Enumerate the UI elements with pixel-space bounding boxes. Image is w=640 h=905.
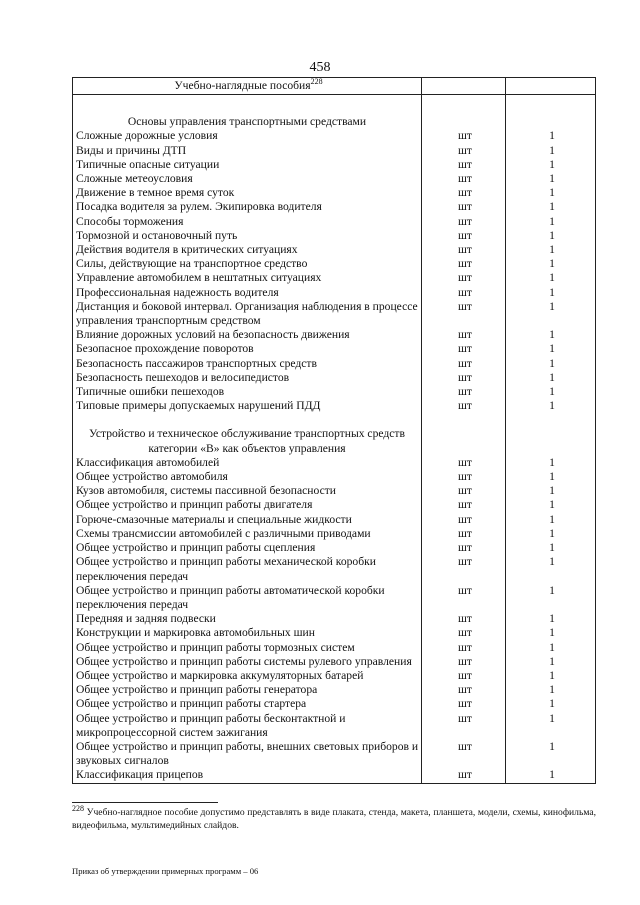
header-title: Учебно-наглядные пособия	[174, 79, 311, 92]
item-unit: шт	[422, 683, 506, 697]
table-row	[73, 158, 596, 172]
section-heading-row	[73, 413, 596, 455]
item-unit: шт	[422, 144, 506, 158]
item-qty: 1	[506, 371, 596, 385]
item-unit: шт	[422, 456, 506, 470]
item-name: Общее устройство и принцип работы тормозных систем	[73, 641, 422, 655]
section-title: Основы управления транспортными средствами	[73, 95, 422, 130]
item-qty: 1	[506, 683, 596, 697]
item-name: Общее устройство и принцип работы системы рулевого управления	[73, 655, 422, 669]
item-unit: шт	[422, 612, 506, 626]
item-name: Общее устройство и принцип работы автоматической коробки переключения передач	[73, 584, 422, 612]
item-name: Движение в темное время суток	[73, 186, 422, 200]
table-row	[73, 484, 596, 498]
item-name: Общее устройство и принцип работы генератора	[73, 683, 422, 697]
item-name: Силы, действующие на транспортное средство	[73, 257, 422, 271]
item-name: Передняя и задняя подвески	[73, 612, 422, 626]
item-unit: шт	[422, 527, 506, 541]
table-row	[73, 229, 596, 243]
item-unit: шт	[422, 200, 506, 214]
item-name: Общее устройство автомобиля	[73, 470, 422, 484]
table-row	[73, 612, 596, 626]
footnote-text: Учебно-наглядное пособие допустимо представлять в виде плаката, стенда, макета, планшета, модели, схемы, кинофильма, видеофильма, мультимедийных слайдов.	[72, 807, 596, 831]
item-qty: 1	[506, 626, 596, 640]
item-qty: 1	[506, 158, 596, 172]
footnote-number: 228	[72, 803, 84, 813]
item-qty: 1	[506, 271, 596, 285]
item-qty: 1	[506, 243, 596, 257]
item-unit: шт	[422, 215, 506, 229]
item-qty: 1	[506, 541, 596, 555]
item-qty: 1	[506, 129, 596, 143]
item-unit: шт	[422, 328, 506, 342]
item-qty: 1	[506, 697, 596, 711]
item-qty: 1	[506, 768, 596, 783]
item-name: Общее устройство и принцип работы механической коробки переключения передач	[73, 555, 422, 583]
equipment-table	[72, 77, 596, 784]
item-unit: шт	[422, 342, 506, 356]
item-qty: 1	[506, 669, 596, 683]
item-name: Управление автомобилем в нештатных ситуациях	[73, 271, 422, 285]
item-unit: шт	[422, 271, 506, 285]
item-name: Конструкции и маркировка автомобильных шин	[73, 626, 422, 640]
item-name: Общее устройство и принцип работы сцепления	[73, 541, 422, 555]
table-row	[73, 669, 596, 683]
table-row	[73, 626, 596, 640]
item-qty: 1	[506, 328, 596, 342]
page-number: 458	[309, 60, 331, 75]
item-qty: 1	[506, 712, 596, 740]
table-row	[73, 456, 596, 470]
item-qty: 1	[506, 286, 596, 300]
item-unit: шт	[422, 513, 506, 527]
item-unit: шт	[422, 385, 506, 399]
table-row	[73, 655, 596, 669]
item-name: Сложные метеоусловия	[73, 172, 422, 186]
footnote	[72, 803, 596, 832]
table-row	[73, 641, 596, 655]
table-row	[73, 371, 596, 385]
item-name: Влияние дорожных условий на безопасность движения	[73, 328, 422, 342]
table-row	[73, 215, 596, 229]
item-unit: шт	[422, 555, 506, 583]
section-unit-cell	[422, 95, 506, 130]
item-qty: 1	[506, 186, 596, 200]
table-row	[73, 768, 596, 783]
table-row	[73, 697, 596, 711]
item-unit: шт	[422, 655, 506, 669]
item-name: Посадка водителя за рулем. Экипировка водителя	[73, 200, 422, 214]
item-qty: 1	[506, 470, 596, 484]
item-unit: шт	[422, 129, 506, 143]
table-row	[73, 740, 596, 768]
item-unit: шт	[422, 470, 506, 484]
table-row	[73, 271, 596, 285]
section-heading-row	[73, 95, 596, 130]
item-unit: шт	[422, 399, 506, 413]
item-qty: 1	[506, 484, 596, 498]
table-row	[73, 541, 596, 555]
item-name: Профессиональная надежность водителя	[73, 286, 422, 300]
item-name: Общее устройство и маркировка аккумуляторных батарей	[73, 669, 422, 683]
item-name: Схемы трансмиссии автомобилей с различными приводами	[73, 527, 422, 541]
item-name: Тормозной и остановочный путь	[73, 229, 422, 243]
item-name: Горюче-смазочные материалы и специальные жидкости	[73, 513, 422, 527]
item-qty: 1	[506, 498, 596, 512]
footnote-ref: 228	[310, 77, 323, 87]
table-row	[73, 385, 596, 399]
table-row	[73, 584, 596, 612]
table-row	[73, 257, 596, 271]
item-qty: 1	[506, 655, 596, 669]
item-unit: шт	[422, 186, 506, 200]
item-name: Общее устройство и принцип работы двигателя	[73, 498, 422, 512]
table-header-row	[73, 78, 596, 95]
item-unit: шт	[422, 257, 506, 271]
table-row	[73, 513, 596, 527]
footnote-divider	[72, 802, 218, 803]
item-name: Классификация автомобилей	[73, 456, 422, 470]
item-qty: 1	[506, 555, 596, 583]
item-unit: шт	[422, 172, 506, 186]
item-qty: 1	[506, 385, 596, 399]
item-name: Сложные дорожные условия	[73, 129, 422, 143]
table-row	[73, 328, 596, 342]
item-unit: шт	[422, 243, 506, 257]
item-unit: шт	[422, 641, 506, 655]
item-unit: шт	[422, 541, 506, 555]
item-name: Общее устройство и принцип работы бесконтактной и микропроцессорной систем зажигания	[73, 712, 422, 740]
table-header-title	[73, 78, 422, 95]
item-name: Способы торможения	[73, 215, 422, 229]
section-unit-cell	[422, 413, 506, 455]
table-header-qty	[506, 78, 596, 95]
item-qty: 1	[506, 513, 596, 527]
item-qty: 1	[506, 641, 596, 655]
item-name: Кузов автомобиля, системы пассивной безопасности	[73, 484, 422, 498]
item-name: Типичные опасные ситуации	[73, 158, 422, 172]
table-row	[73, 172, 596, 186]
table-row	[73, 683, 596, 697]
item-unit: шт	[422, 498, 506, 512]
item-unit: шт	[422, 697, 506, 711]
item-unit: шт	[422, 712, 506, 740]
table-row	[73, 300, 596, 328]
section-qty-cell	[506, 95, 596, 130]
section-qty-cell	[506, 413, 596, 455]
item-qty: 1	[506, 584, 596, 612]
item-qty: 1	[506, 200, 596, 214]
item-unit: шт	[422, 300, 506, 328]
table-row	[73, 470, 596, 484]
item-qty: 1	[506, 740, 596, 768]
table-row	[73, 555, 596, 583]
table-row	[73, 144, 596, 158]
item-qty: 1	[506, 229, 596, 243]
table-row	[73, 712, 596, 740]
item-qty: 1	[506, 342, 596, 356]
item-unit: шт	[422, 626, 506, 640]
item-name: Классификация прицепов	[73, 768, 422, 783]
table-row	[73, 357, 596, 371]
item-name: Действия водителя в критических ситуациях	[73, 243, 422, 257]
item-qty: 1	[506, 357, 596, 371]
item-unit: шт	[422, 158, 506, 172]
item-qty: 1	[506, 215, 596, 229]
item-name: Безопасность пассажиров транспортных средств	[73, 357, 422, 371]
item-unit: шт	[422, 286, 506, 300]
table-row	[73, 243, 596, 257]
item-qty: 1	[506, 257, 596, 271]
item-qty: 1	[506, 144, 596, 158]
footer-note: Приказ об утверждении примерных программ – 06	[72, 866, 259, 876]
item-name: Общее устройство и принцип работы, внешних световых приборов и звуковых сигналов	[73, 740, 422, 768]
table-row	[73, 342, 596, 356]
item-unit: шт	[422, 669, 506, 683]
item-name: Безопасное прохождение поворотов	[73, 342, 422, 356]
item-name: Общее устройство и принцип работы стартера	[73, 697, 422, 711]
item-name: Типичные ошибки пешеходов	[73, 385, 422, 399]
section-title: Устройство и техническое обслуживание транспортных средств категории «В» как объектов управления	[73, 413, 422, 455]
item-qty: 1	[506, 172, 596, 186]
table-row	[73, 498, 596, 512]
item-qty: 1	[506, 527, 596, 541]
item-unit: шт	[422, 371, 506, 385]
table-row	[73, 399, 596, 413]
item-qty: 1	[506, 612, 596, 626]
item-unit: шт	[422, 584, 506, 612]
table-row	[73, 129, 596, 143]
item-qty: 1	[506, 300, 596, 328]
table-header-unit	[422, 78, 506, 95]
item-name: Безопасность пешеходов и велосипедистов	[73, 371, 422, 385]
item-unit: шт	[422, 484, 506, 498]
table-row	[73, 200, 596, 214]
item-name: Виды и причины ДТП	[73, 144, 422, 158]
item-qty: 1	[506, 456, 596, 470]
table-row	[73, 527, 596, 541]
item-unit: шт	[422, 357, 506, 371]
item-unit: шт	[422, 768, 506, 783]
item-unit: шт	[422, 229, 506, 243]
item-unit: шт	[422, 740, 506, 768]
item-name: Дистанция и боковой интервал. Организация наблюдения в процессе управления транспортным средством	[73, 300, 422, 328]
table-row	[73, 186, 596, 200]
item-qty: 1	[506, 399, 596, 413]
item-name: Типовые примеры допускаемых нарушений ПДД	[73, 399, 422, 413]
table-row	[73, 286, 596, 300]
